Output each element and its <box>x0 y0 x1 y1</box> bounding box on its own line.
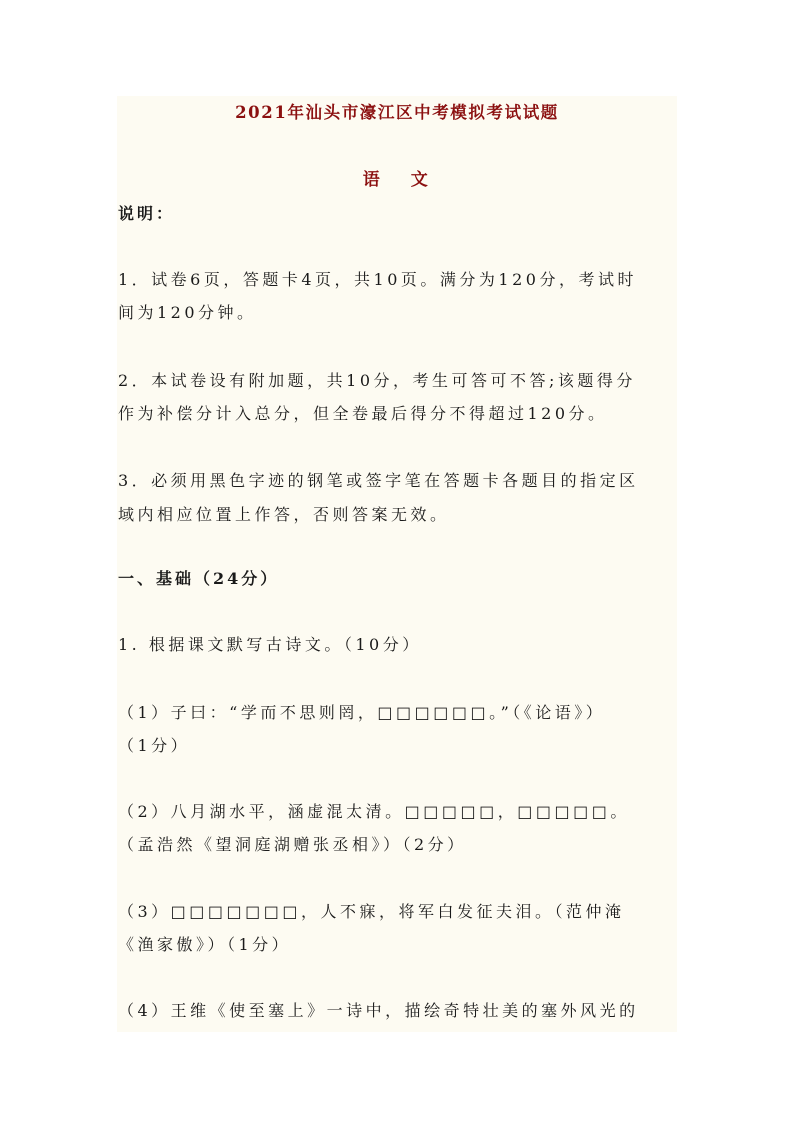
instructions-label: 说明： <box>118 204 176 223</box>
note3-line1: 3．必须用黑色字迹的钢笔或签字笔在答题卡各题目的指定区 <box>118 471 639 490</box>
exam-title: 2021年汕头市濠江区中考模拟考试试题 <box>235 103 559 122</box>
question1-4-line1: （4）王维《使至塞上》一诗中，描绘奇特壮美的塞外风光的 <box>118 1001 639 1020</box>
question1-3-line2: 《渔家傲》）（1分） <box>118 935 292 954</box>
question1-1-line2: （1分） <box>118 736 191 755</box>
question1-3-line1: （3）□□□□□□□，人不寐，将军白发征夫泪。（范仲淹 <box>118 902 625 921</box>
question1-2-line2: （孟浩然《望洞庭湖赠张丞相》）（2分） <box>118 835 467 854</box>
question1-2-line1: （2）八月湖水平，涵虚混太清。□□□□□，□□□□□。 <box>118 802 630 821</box>
note2-line2: 作为补偿分计入总分，但全卷最后得分不得超过120分。 <box>118 404 608 423</box>
note3-line2: 域内相应位置上作答，否则答案无效。 <box>118 505 450 524</box>
note1-line2: 间为120分钟。 <box>118 303 257 322</box>
subject-heading: 语 文 <box>362 170 432 190</box>
question1-1-line1: （1）子曰：“学而不思则罔，□□□□□□。”（《论语》） <box>118 703 606 722</box>
section1-heading: 一、基础（24分） <box>118 569 280 588</box>
paper-background <box>117 96 677 1032</box>
question1-stem: 1. 根据课文默写古诗文。（10分） <box>118 635 422 654</box>
note1-line1: 1．试卷6页，答题卡4页，共10页。满分为120分，考试时 <box>118 270 637 289</box>
note2-line1: 2．本试卷设有附加题，共10分，考生可答可不答;该题得分 <box>118 371 636 390</box>
